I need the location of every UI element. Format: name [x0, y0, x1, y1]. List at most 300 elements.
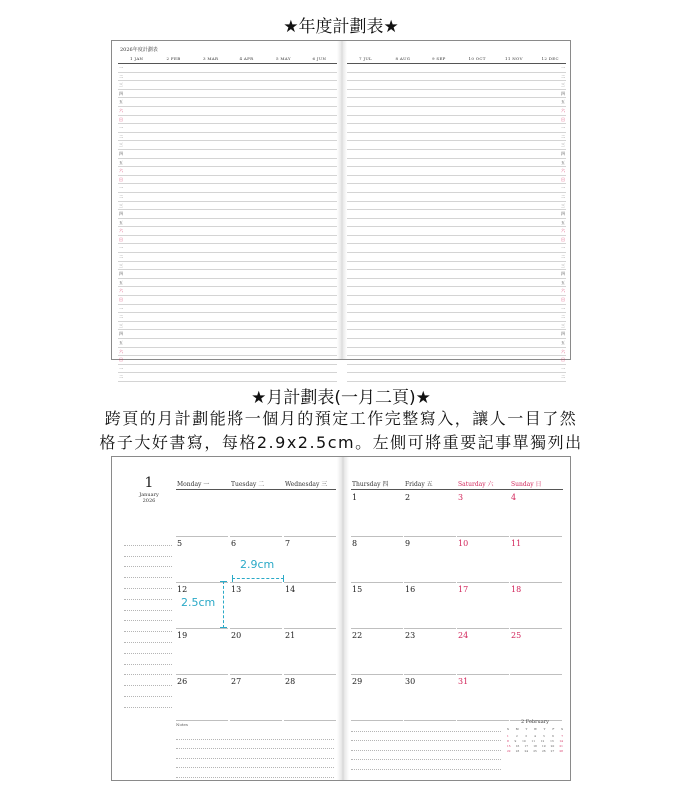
weekday-header: Friday 五	[405, 481, 433, 488]
year-row	[118, 253, 337, 262]
year-planner-heading: ★年度計劃表★	[283, 17, 399, 37]
year-row	[118, 219, 337, 228]
year-row	[118, 141, 337, 150]
mini-day: 20	[550, 744, 555, 748]
year-row	[347, 313, 566, 322]
year-weekday-label: 三	[561, 262, 565, 268]
month-name: January	[139, 492, 159, 498]
weekday-header: Thursday 四	[352, 481, 389, 488]
year-weekday-label: 日	[119, 236, 123, 242]
year-weekday-label: 二	[119, 73, 123, 79]
year-weekday-label: 二	[119, 193, 123, 199]
mini-day: 27	[550, 749, 555, 753]
mini-weekday: S	[507, 727, 509, 731]
year-row	[118, 98, 337, 107]
year-weekday-label: 二	[561, 133, 565, 139]
width-measure-arrow	[232, 578, 284, 579]
right-notes-lines	[351, 722, 501, 770]
month-year: 2026	[142, 498, 156, 504]
year-row	[347, 193, 566, 202]
mini-day: 12	[540, 739, 545, 743]
year-row	[118, 133, 337, 142]
year-weekday-label: 四	[119, 211, 123, 217]
year-row	[347, 167, 566, 176]
year-row	[347, 202, 566, 211]
year-row	[347, 159, 566, 168]
year-weekday-label: 日	[561, 176, 565, 182]
day-number: 12	[177, 585, 188, 594]
note-line	[351, 751, 501, 761]
year-weekday-label: 五	[119, 219, 123, 225]
note-line	[124, 665, 172, 676]
year-weekday-label: 二	[561, 254, 565, 260]
day-cell[interactable]	[510, 583, 562, 629]
year-row	[347, 373, 566, 382]
year-row	[118, 365, 337, 374]
year-row	[347, 287, 566, 296]
year-row	[347, 184, 566, 193]
day-number: 19	[177, 631, 188, 640]
year-weekday-label: 一	[561, 245, 565, 251]
year-weekday-label: 四	[561, 331, 565, 337]
day-cell[interactable]	[176, 491, 228, 537]
day-number: 15	[352, 585, 363, 594]
day-cell[interactable]	[404, 491, 456, 537]
year-month-label: 10 OCT	[468, 56, 486, 61]
year-row	[347, 124, 566, 133]
day-cell[interactable]	[510, 629, 562, 675]
day-number: 8	[352, 539, 358, 548]
day-cell[interactable]	[284, 629, 336, 675]
year-weekday-label: 六	[119, 107, 123, 113]
mini-weekday: W	[534, 727, 537, 731]
day-cell[interactable]	[457, 675, 509, 721]
year-row	[118, 73, 337, 82]
year-row	[118, 330, 337, 339]
year-row	[118, 348, 337, 357]
year-weekday-label: 五	[561, 219, 565, 225]
note-line	[124, 632, 172, 643]
note-line	[176, 740, 334, 750]
year-weekday-label: 五	[561, 340, 565, 345]
year-row	[118, 279, 337, 288]
year-weekday-label: 三	[119, 82, 123, 88]
mini-day: 14	[559, 739, 563, 743]
year-row	[118, 296, 337, 305]
year-planner-right-page	[347, 41, 566, 380]
year-weekday-label: 日	[119, 116, 123, 122]
year-planner-spread	[111, 40, 571, 380]
year-weekday-label: 一	[119, 365, 123, 371]
day-number: 11	[511, 539, 522, 548]
year-row	[118, 124, 337, 133]
year-row	[118, 270, 337, 279]
day-number: 10	[458, 539, 469, 548]
year-weekday-label: 日	[119, 297, 123, 303]
day-number: 13	[231, 585, 242, 594]
day-number: 14	[285, 585, 296, 594]
day-cell[interactable]	[176, 675, 228, 721]
note-line	[124, 589, 172, 600]
mini-day: 2	[516, 734, 518, 738]
mini-day: 5	[543, 734, 545, 738]
day-number: 28	[285, 677, 296, 686]
note-line	[124, 535, 172, 546]
day-number: 31	[458, 677, 469, 686]
year-weekday-label: 四	[119, 271, 123, 277]
day-number: 30	[405, 677, 416, 686]
year-row	[118, 90, 337, 99]
day-cell[interactable]	[404, 537, 456, 583]
mini-day: 11	[531, 739, 535, 743]
year-grid-right	[347, 54, 566, 382]
year-weekday-label: 四	[119, 150, 123, 156]
year-row	[118, 339, 337, 348]
day-cell[interactable]	[284, 583, 336, 629]
year-row	[347, 339, 566, 348]
year-row	[118, 322, 337, 331]
day-cell[interactable]	[404, 629, 456, 675]
day-cell[interactable]	[230, 583, 282, 629]
year-month-label: 5 MAY	[276, 56, 291, 61]
year-row	[118, 373, 337, 382]
day-number: 23	[405, 631, 416, 640]
year-weekday-label: 一	[561, 185, 565, 191]
mini-day: 16	[515, 744, 520, 748]
year-row	[118, 210, 337, 219]
day-cell[interactable]	[510, 675, 562, 721]
year-grid-left	[118, 54, 337, 382]
mini-calendar-grid	[504, 734, 566, 754]
year-row	[118, 356, 337, 365]
year-weekday-label: 日	[561, 236, 565, 242]
year-row	[118, 202, 337, 211]
year-weekday-label: 五	[561, 279, 565, 285]
year-weekday-label: 二	[119, 374, 123, 380]
day-cell[interactable]	[284, 537, 336, 583]
year-weekday-label: 五	[561, 159, 565, 165]
year-row	[118, 184, 337, 193]
note-line	[124, 621, 172, 632]
year-weekday-label: 二	[119, 133, 123, 139]
header-divider	[351, 489, 563, 490]
day-number: 24	[458, 631, 469, 640]
year-weekday-label: 三	[561, 202, 565, 208]
year-weekday-label: 日	[561, 116, 565, 122]
year-row	[118, 64, 337, 73]
mini-weekday: T	[525, 727, 528, 731]
day-cell[interactable]	[404, 675, 456, 721]
year-row	[118, 107, 337, 116]
mini-day: 25	[533, 749, 537, 753]
mini-weekday: T	[543, 727, 546, 731]
note-line	[351, 741, 501, 751]
year-row	[347, 176, 566, 185]
year-weekday-label: 二	[119, 314, 123, 320]
year-row	[118, 167, 337, 176]
year-weekday-label: 三	[561, 82, 565, 88]
weekday-header: Wednesday 三	[285, 481, 328, 488]
year-weekday-label: 一	[561, 65, 565, 70]
year-weekday-label: 一	[119, 65, 123, 70]
book-fold	[337, 457, 349, 780]
year-month-label: 7 JUL	[359, 56, 372, 61]
weekday-header: Sunday 日	[511, 481, 542, 488]
year-weekday-label: 三	[561, 142, 565, 148]
year-weekday-label: 一	[561, 125, 565, 131]
day-cell[interactable]	[230, 629, 282, 675]
note-line	[124, 643, 172, 654]
day-cell[interactable]	[351, 537, 403, 583]
year-month-header	[347, 54, 566, 64]
year-weekday-label: 四	[561, 211, 565, 217]
mini-day: 28	[559, 749, 563, 753]
year-weekday-label: 五	[119, 99, 123, 105]
notes-label: Notes	[176, 722, 188, 727]
year-row	[118, 159, 337, 168]
mini-day: 23	[515, 749, 520, 753]
mini-day: 13	[550, 739, 554, 743]
month-number: 1	[144, 475, 154, 491]
mini-day: 24	[524, 749, 529, 753]
description-line-1: 跨頁的月計劃能將一個月的預定工作完整寫入，讓人一目了然	[104, 409, 578, 428]
year-row	[347, 356, 566, 365]
year-row	[118, 81, 337, 90]
year-row	[347, 244, 566, 253]
day-number: 29	[352, 677, 363, 686]
mini-day: 15	[507, 744, 511, 748]
day-number: 22	[352, 631, 363, 640]
year-weekday-label: 一	[119, 305, 123, 311]
mini-calendar-row	[507, 749, 563, 754]
note-line	[176, 759, 334, 769]
year-month-label: 2 FEB	[166, 56, 181, 61]
year-row	[118, 176, 337, 185]
mini-day: 19	[541, 744, 546, 748]
mini-day: 26	[541, 749, 546, 753]
year-weekday-label: 三	[119, 262, 123, 268]
height-measure-label: 2.5cm	[181, 596, 216, 609]
year-row	[347, 236, 566, 245]
note-line	[124, 611, 172, 622]
year-row	[118, 313, 337, 322]
day-number: 20	[231, 631, 242, 640]
day-cell[interactable]	[510, 491, 562, 537]
day-cell[interactable]	[351, 629, 403, 675]
year-row	[118, 305, 337, 314]
day-number: 17	[458, 585, 469, 594]
year-month-label: 12 DEC	[541, 56, 559, 61]
day-cell[interactable]	[457, 629, 509, 675]
mini-day: 21	[559, 744, 563, 748]
mini-day: 18	[533, 744, 537, 748]
mini-weekday: F	[552, 727, 555, 731]
year-month-label: 4 APR	[239, 56, 254, 61]
year-planner-left-page	[118, 41, 337, 380]
year-row	[347, 133, 566, 142]
year-row	[118, 227, 337, 236]
day-cell[interactable]	[351, 675, 403, 721]
day-cell[interactable]	[230, 491, 282, 537]
note-line	[124, 654, 172, 665]
note-line	[124, 557, 172, 568]
year-weekday-label: 四	[119, 331, 123, 337]
year-row	[347, 150, 566, 159]
note-line	[124, 697, 172, 708]
year-row	[347, 141, 566, 150]
day-cell[interactable]	[176, 629, 228, 675]
year-weekday-label: 二	[119, 254, 123, 260]
year-row	[347, 365, 566, 374]
year-row	[347, 81, 566, 90]
year-weekday-label: 五	[119, 159, 123, 165]
day-number: 16	[405, 585, 416, 594]
mini-calendar-weekdays	[504, 727, 566, 731]
day-cell[interactable]	[230, 675, 282, 721]
year-row	[118, 116, 337, 125]
year-weekday-label: 六	[561, 288, 565, 294]
year-weekday-label: 二	[561, 73, 565, 79]
day-number: 1	[352, 493, 358, 502]
year-row	[347, 305, 566, 314]
year-row	[347, 348, 566, 357]
year-weekday-label: 三	[561, 322, 565, 328]
year-weekday-label: 一	[119, 125, 123, 131]
year-weekday-label: 六	[119, 288, 123, 294]
year-weekday-label: 五	[119, 340, 123, 345]
year-weekday-label: 六	[119, 228, 123, 234]
year-weekday-label: 一	[561, 305, 565, 311]
year-row	[347, 262, 566, 271]
year-row	[347, 279, 566, 288]
day-cell[interactable]	[351, 491, 403, 537]
note-line	[124, 686, 172, 697]
day-cell[interactable]	[351, 583, 403, 629]
sidebar-note-lines	[124, 535, 172, 708]
day-cell[interactable]	[457, 583, 509, 629]
year-weekday-label: 六	[561, 348, 565, 354]
year-weekday-label: 一	[561, 365, 565, 371]
mini-calendar	[504, 719, 566, 754]
note-line	[124, 675, 172, 686]
width-measure-label: 2.9cm	[240, 558, 275, 571]
year-weekday-label: 二	[561, 374, 565, 380]
note-line	[176, 768, 334, 778]
day-cell[interactable]	[457, 537, 509, 583]
year-weekday-label: 一	[119, 245, 123, 251]
note-line	[176, 749, 334, 759]
year-month-label: 11 NOV	[505, 56, 523, 61]
year-weekday-label: 二	[561, 193, 565, 199]
year-row	[347, 210, 566, 219]
year-row	[347, 270, 566, 279]
mini-day: 3	[525, 734, 527, 738]
mini-day: 4	[534, 734, 536, 738]
year-row	[347, 322, 566, 331]
year-month-label: 1 JAN	[130, 56, 144, 61]
year-row	[118, 150, 337, 159]
year-month-label: 8 AUG	[395, 56, 411, 61]
day-number: 18	[511, 585, 522, 594]
height-measure-arrow	[223, 581, 224, 628]
header-divider	[176, 489, 336, 490]
mini-day: 8	[507, 739, 509, 743]
month-sidebar	[124, 475, 174, 504]
year-row	[347, 330, 566, 339]
month-planner-heading: ★月計劃表(一月二頁)★	[251, 388, 431, 408]
year-month-label: 3 MAR	[203, 56, 219, 61]
year-month-label: 6 JUN	[312, 56, 327, 61]
day-number: 2	[405, 493, 411, 502]
year-weekday-label: 四	[561, 90, 565, 96]
note-line	[351, 722, 501, 732]
year-weekday-label: 六	[561, 107, 565, 113]
day-cell[interactable]	[284, 675, 336, 721]
year-row	[347, 64, 566, 73]
note-line	[176, 730, 334, 740]
mini-calendar-title: 2 February	[521, 719, 549, 725]
year-row	[118, 193, 337, 202]
mini-day: 1	[507, 734, 509, 738]
year-weekday-label: 五	[119, 279, 123, 285]
weekday-header: Tuesday 二	[231, 481, 265, 488]
day-cell[interactable]	[510, 537, 562, 583]
year-weekday-label: 六	[561, 168, 565, 174]
year-row	[347, 253, 566, 262]
day-number: 4	[511, 493, 517, 502]
day-cell[interactable]	[284, 491, 336, 537]
year-row	[347, 107, 566, 116]
description-line-2: 格子大好書寫，每格2.9x2.5cm。左側可將重要記事單獨列出	[99, 433, 583, 452]
day-number: 27	[231, 677, 242, 686]
day-cell[interactable]	[176, 537, 228, 583]
weekday-header: Monday 一	[177, 481, 210, 488]
year-weekday-label: 六	[119, 168, 123, 174]
year-weekday-label: 三	[119, 322, 123, 328]
year-month-label: 9 SEP	[432, 56, 446, 61]
year-row	[118, 287, 337, 296]
mini-day: 17	[524, 744, 529, 748]
note-line	[124, 600, 172, 611]
year-weekday-label: 二	[561, 314, 565, 320]
book-fold	[337, 41, 347, 359]
year-weekday-label: 四	[561, 150, 565, 156]
month-planner-spread	[111, 456, 571, 781]
year-weekday-label: 三	[119, 202, 123, 208]
year-weekday-label: 一	[119, 185, 123, 191]
year-row	[347, 227, 566, 236]
mini-day: 10	[522, 739, 526, 743]
day-number: 6	[231, 539, 237, 548]
mini-day: 6	[552, 734, 554, 738]
mini-weekday: S	[561, 727, 563, 731]
mini-day: 22	[507, 749, 511, 753]
note-line	[351, 732, 501, 742]
day-cell[interactable]	[457, 491, 509, 537]
note-line	[124, 567, 172, 578]
day-number: 9	[405, 539, 411, 548]
notes-lines	[176, 730, 334, 778]
year-weekday-label: 四	[561, 271, 565, 277]
year-row	[347, 116, 566, 125]
year-weekday-label: 日	[119, 176, 123, 182]
year-row	[347, 73, 566, 82]
day-number: 7	[285, 539, 291, 548]
day-cell[interactable]	[404, 583, 456, 629]
year-row	[347, 90, 566, 99]
mini-weekday: M	[515, 727, 519, 731]
year-weekday-label: 四	[119, 90, 123, 96]
